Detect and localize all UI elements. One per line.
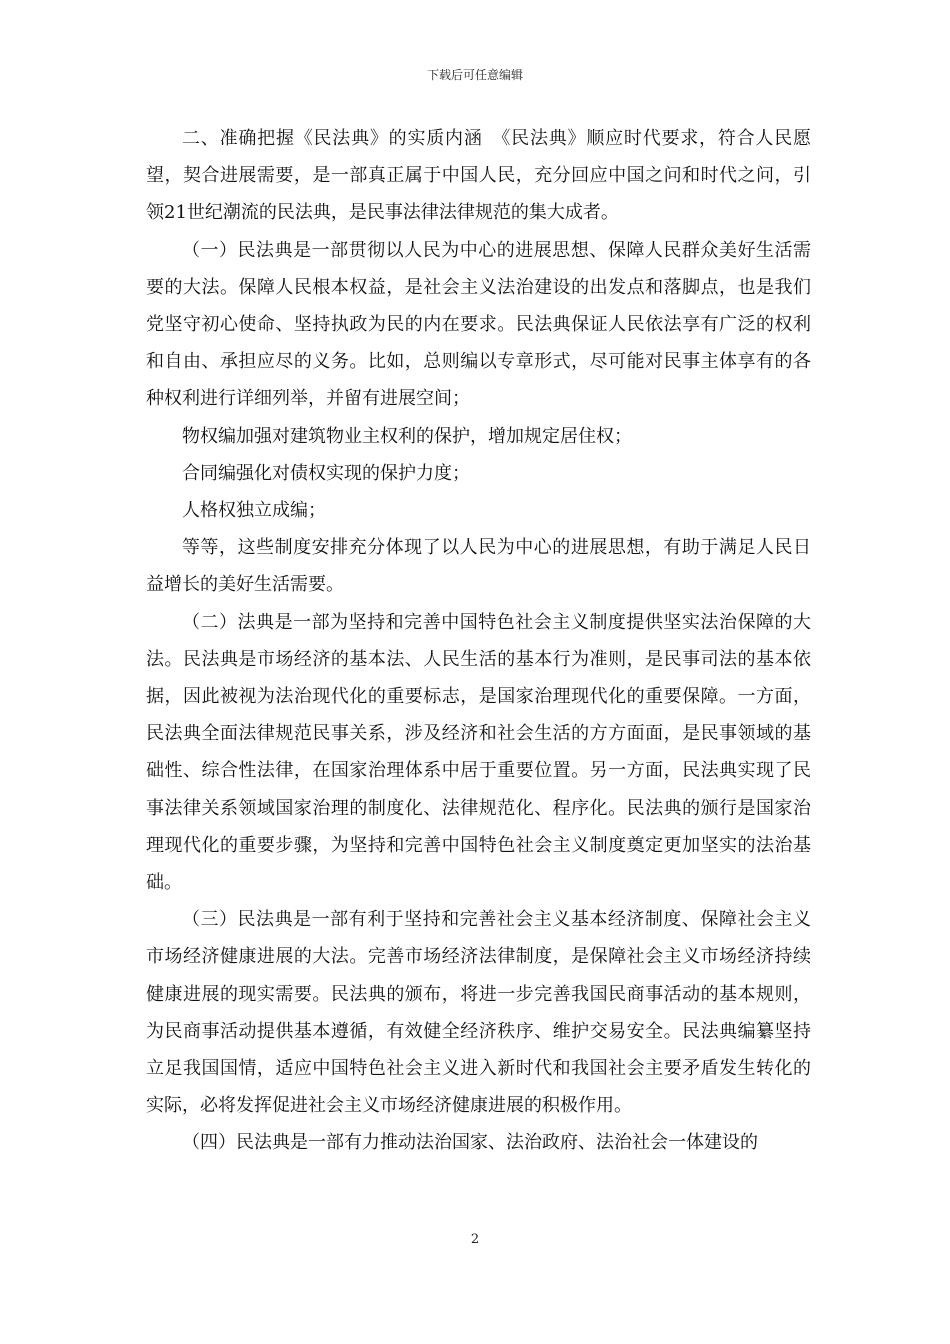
paragraph-point-four: （四）民法典是一部有力推动法治国家、法治政府、法治社会一体建设的	[182, 1132, 758, 1154]
paragraph-contract: 合同编强化对债权实现的保护力度；	[182, 462, 470, 484]
paragraph-property-rights: 物权编加强对建筑物业主权利的保护，增加规定居住权；	[182, 425, 632, 447]
paragraph-point-one: （一）民法典是一部贯彻以人民为中心的进展思想、保障人民群众美好生活需要的大法。保障人民根本权益，是社会主义法治建设的出发点和落脚点，也是我们党坚守初心使命、坚持执政为民的内在要求。民法典保证人民依法享有广泛的权利和自由、承担应尽的义务。比如，总则编以专章形式，尽可能对民事主体享有的各种权利进行详细列举，并留有进展空间；	[146, 239, 811, 410]
paragraph-section-two-intro: 二、准确把握《民法典》的实质内涵 《民法典》顺应时代要求，符合人民愿望，契合进展需要，是一部真正属于中国人民，充分回应中国之问和时代之问，引领21世纪潮流的民法典，是民事法律法律规范的集大成者。	[146, 128, 811, 224]
page-number: 2	[470, 1232, 480, 1247]
paragraph-personality-rights: 人格权独立成编；	[182, 500, 326, 522]
paragraph-point-two: （二）法典是一部为坚持和完善中国特色社会主义制度提供坚实法治保障的大法。民法典是市场经济的基本法、人民生活的基本行为准则，是民事司法的基本依据，因此被视为法治现代化的重要标志，是国家治理现代化的重要保障。一方面，民法典全面法律规范民事关系，涉及经济和社会生活的方方面面，是民事领域的基础性、综合性法律，在国家治理体系中居于重要位置。另一方面，民法典实现了民事法律关系领域国家治理的制度化、法律规范化、程序化。民法典的颁行是国家治理现代化的重要步骤，为坚持和完善中国特色社会主义制度奠定更加坚实的法治基础。	[146, 611, 811, 894]
document-body	[146, 120, 811, 1162]
page-header: 下载后可任意编辑	[426, 68, 523, 82]
paragraph-point-three: （三）民法典是一部有利于坚持和完善社会主义基本经济制度、保障社会主义市场经济健康进展的大法。完善市场经济法律制度，是保障社会主义市场经济持续健康进展的现实需要。民法典的颁布，将进一步完善我国民商事活动的基本规则，为民商事活动提供基本遵循，有效健全经济秩序、维护交易安全。民法典编纂坚持立足我国国情，适应中国特色社会主义进入新时代和我国社会主要矛盾发生转化的实际，必将发挥促进社会主义市场经济健康进展的积极作用。	[146, 909, 811, 1117]
paragraph-etc-summary: 等等，这些制度安排充分体现了以人民为中心的进展思想，有助于满足人民日益增长的美好生活需要。	[146, 537, 811, 596]
